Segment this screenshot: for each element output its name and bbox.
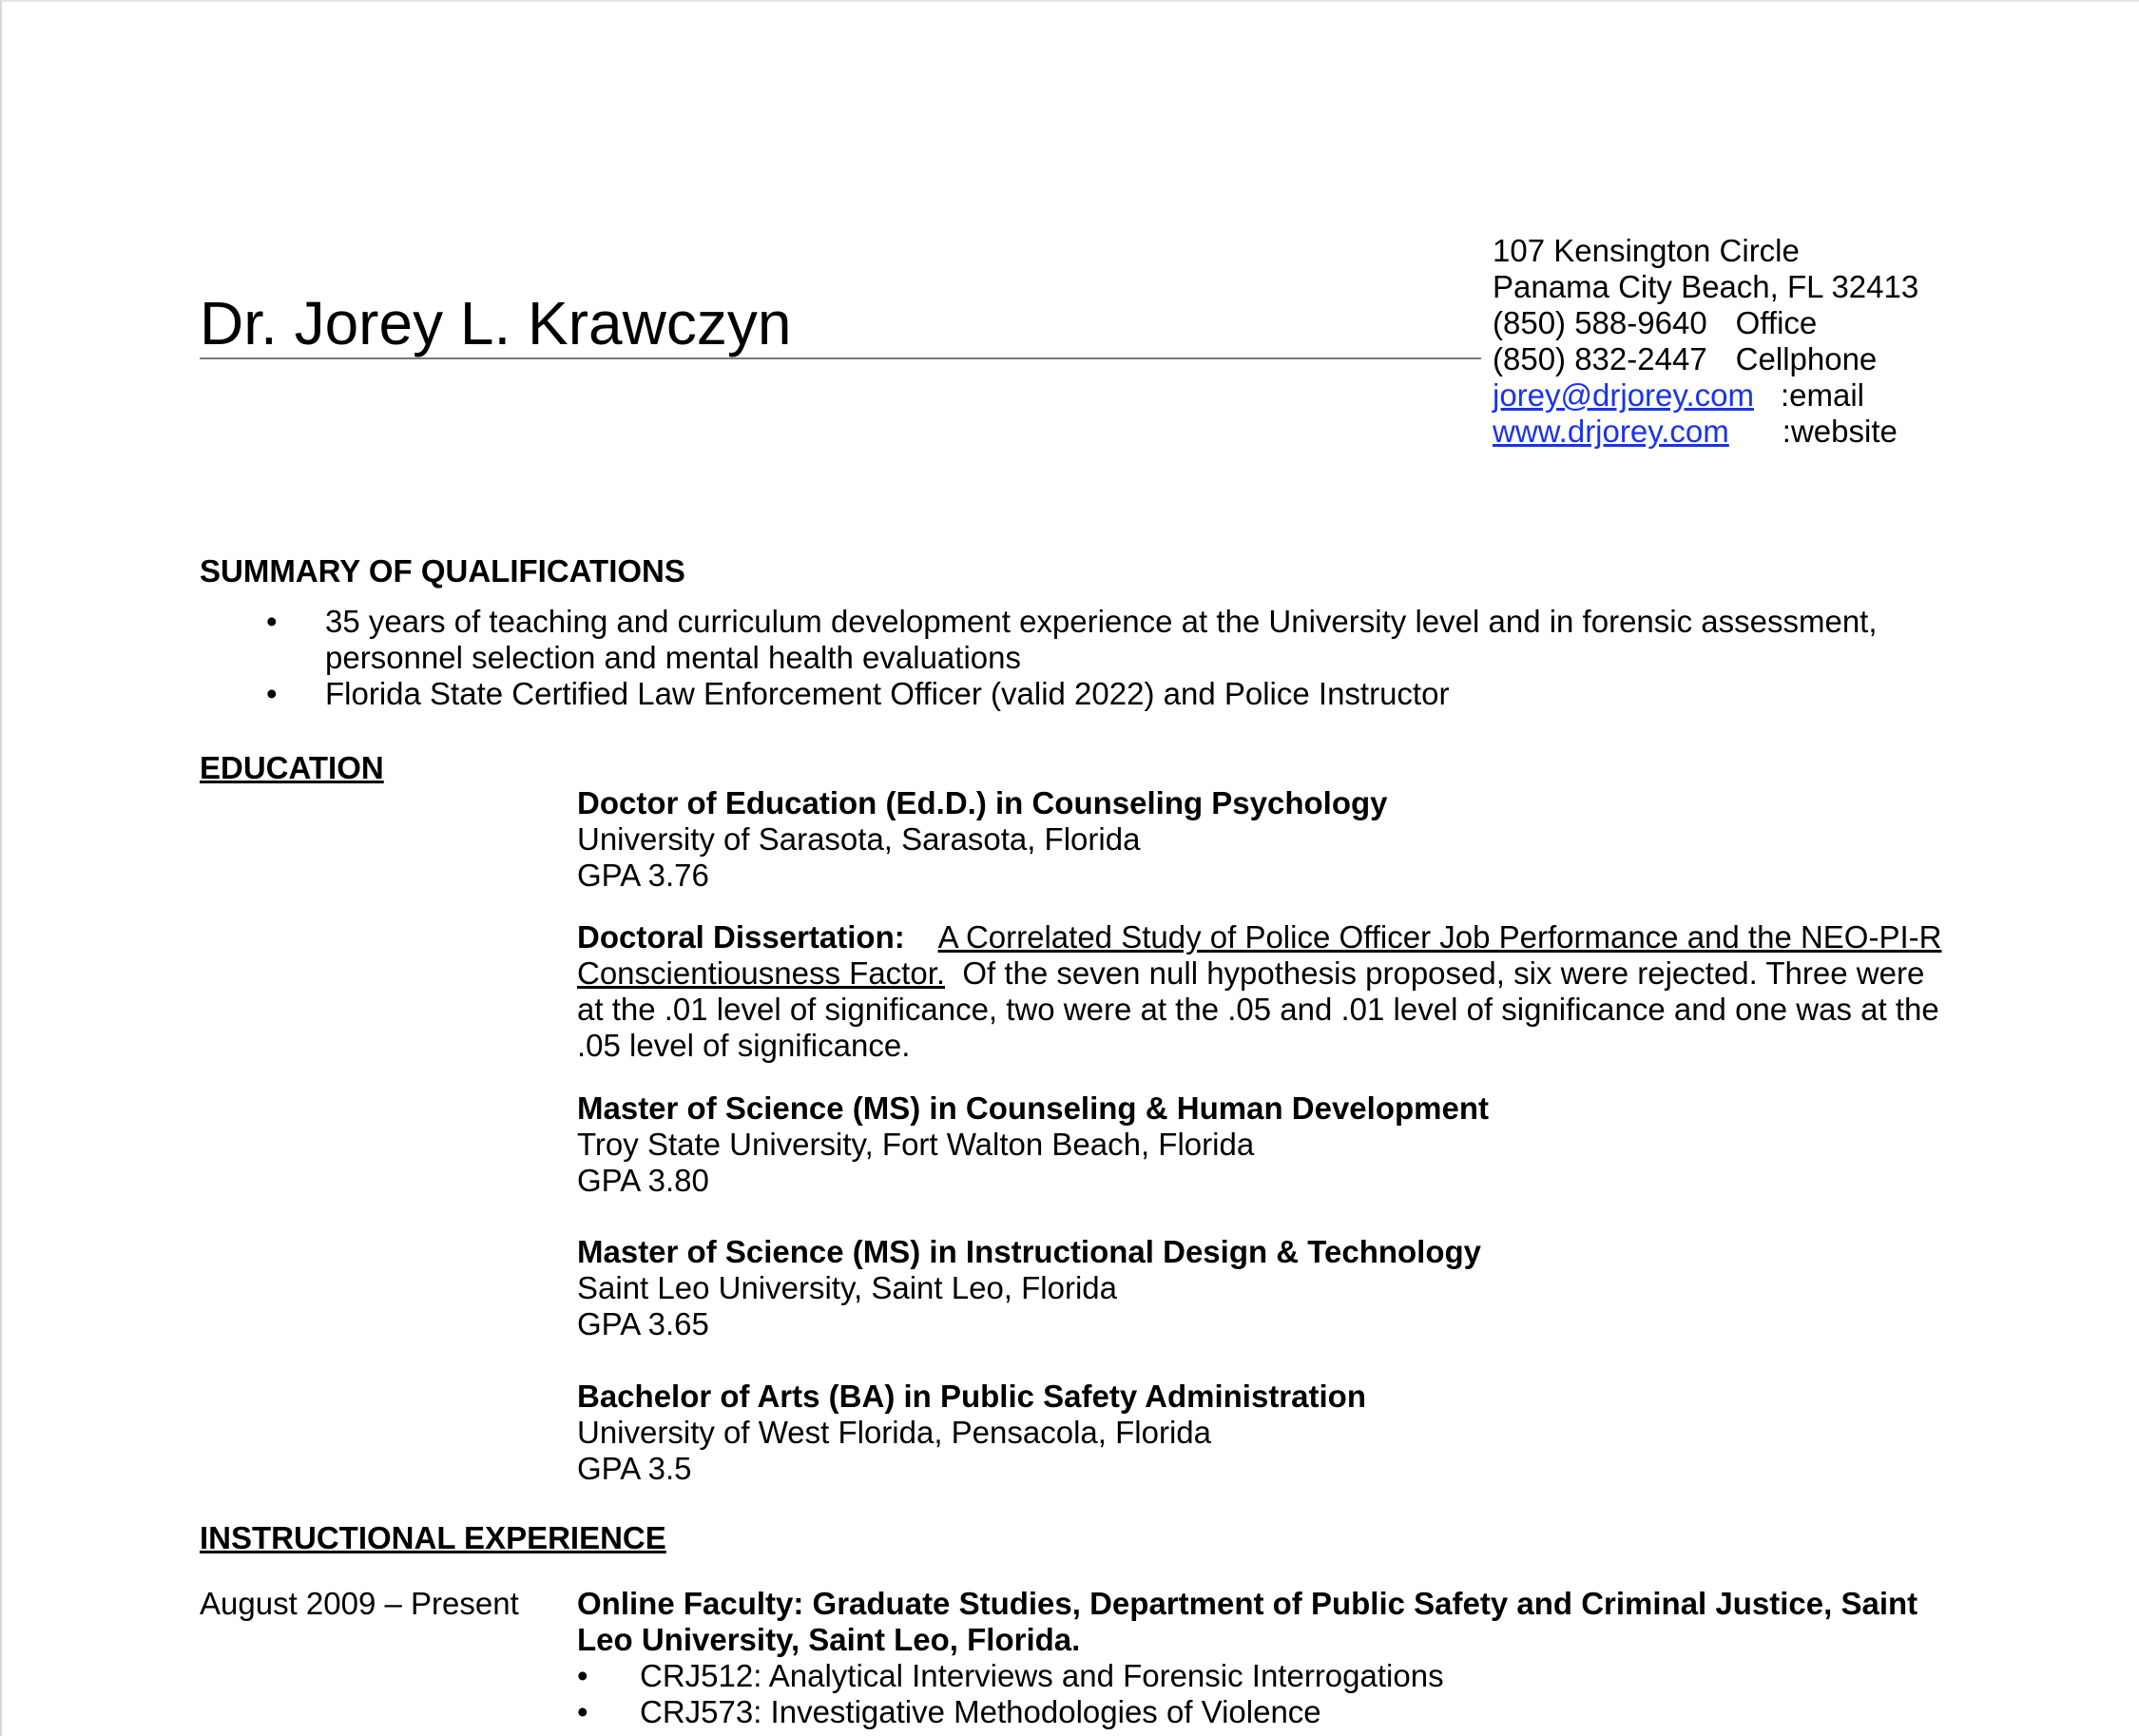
degree-gpa: GPA 3.76 [577,858,709,893]
dissertation-title: A Correlated Study of Police Officer Job Performance and the NEO-PI-R Conscientiousness Factor. [577,919,1942,991]
experience-dates: August 2009 – Present [200,1586,519,1621]
bullet-icon: • [266,604,278,639]
dissertation-text: Of the seven null hypothesis proposed, six were rejected. Three were at the .01 level of significance, two were at the .05 and .01 level of significance and one was at the .05 level of significance. [577,955,1939,1063]
list-item [200,604,1911,676]
summary-list [200,604,1911,712]
office-phone-label: Office [1735,305,1818,340]
dissertation-label: Doctoral Dissertation: [577,919,905,955]
education-heading: EDUCATION [200,750,384,785]
experience-role: Online Faculty: Graduate Studies, Department of Public Safety and Criminal Justice, Saint Leo University, Saint Leo, Florida. [577,1586,1918,1657]
website-row [1493,414,1918,450]
address-line-1: 107 Kensington Circle [1493,233,1800,268]
bullet-icon: • [577,1658,588,1693]
degree-title: Bachelor of Arts (BA) in Public Safety Administration [577,1379,1366,1414]
degree-title: Master of Science (MS) in Counseling & Human Development [577,1090,1489,1126]
degree-school: Troy State University, Fort Walton Beach, Florida [577,1127,1255,1162]
education-ms-instructional [577,1234,1946,1342]
list-item [577,1694,1946,1730]
bullet-icon: • [577,1694,588,1729]
office-phone-row [1493,305,1918,341]
summary-item-text: Florida State Certified Law Enforcement Officer (valid 2022) and Police Instructor [325,676,1450,711]
cell-phone-row [1493,341,1918,377]
office-phone: (850) 588-9640 [1493,305,1707,340]
website-label: :website [1782,414,1898,449]
experience-entry [577,1586,1946,1730]
contact-block [1493,233,1918,450]
dissertation-block [577,919,1946,1064]
degree-gpa: GPA 3.65 [577,1306,709,1341]
bullet-icon: • [266,676,278,711]
degree-school: Saint Leo University, Saint Leo, Florida [577,1270,1118,1305]
education-doctorate [577,785,1946,894]
list-item [577,1658,1946,1694]
course-text: CRJ512: Analytical Interviews and Forensic Interrogations [640,1658,1444,1693]
cell-phone-label: Cellphone [1735,341,1878,376]
degree-school: University of West Florida, Pensacola, Florida [577,1415,1211,1450]
course-text: CRJ573: Investigative Methodologies of Violence [640,1694,1321,1729]
education-ba [577,1379,1946,1487]
summary-item-text: 35 years of teaching and curriculum development experience at the University level and in forensic assessment, personnel selection and mental health evaluations [325,604,1878,675]
address-line-2: Panama City Beach, FL 32413 [1493,269,1919,304]
email-row [1493,377,1918,414]
degree-school: University of Sarasota, Sarasota, Florida [577,821,1141,857]
degree-gpa: GPA 3.80 [577,1163,709,1198]
education-ms-counseling [577,1090,1946,1199]
candidate-name: Dr. Jorey L. Krawczyn [200,289,792,357]
cell-phone: (850) 832-2447 [1493,341,1707,376]
degree-gpa: GPA 3.5 [577,1451,692,1486]
degree-title: Master of Science (MS) in Instructional Design & Technology [577,1234,1482,1269]
email-label: :email [1780,377,1864,413]
degree-title: Doctor of Education (Ed.D.) in Counseling Psychology [577,785,1388,820]
summary-heading: SUMMARY OF QUALIFICATIONS [200,553,685,588]
instructional-experience-heading: INSTRUCTIONAL EXPERIENCE [200,1520,666,1555]
list-item [200,676,1911,712]
email-link[interactable]: jorey@drjorey.com [1493,377,1754,413]
name-underline-rule [200,357,1481,359]
website-link[interactable]: www.drjorey.com [1493,414,1729,449]
